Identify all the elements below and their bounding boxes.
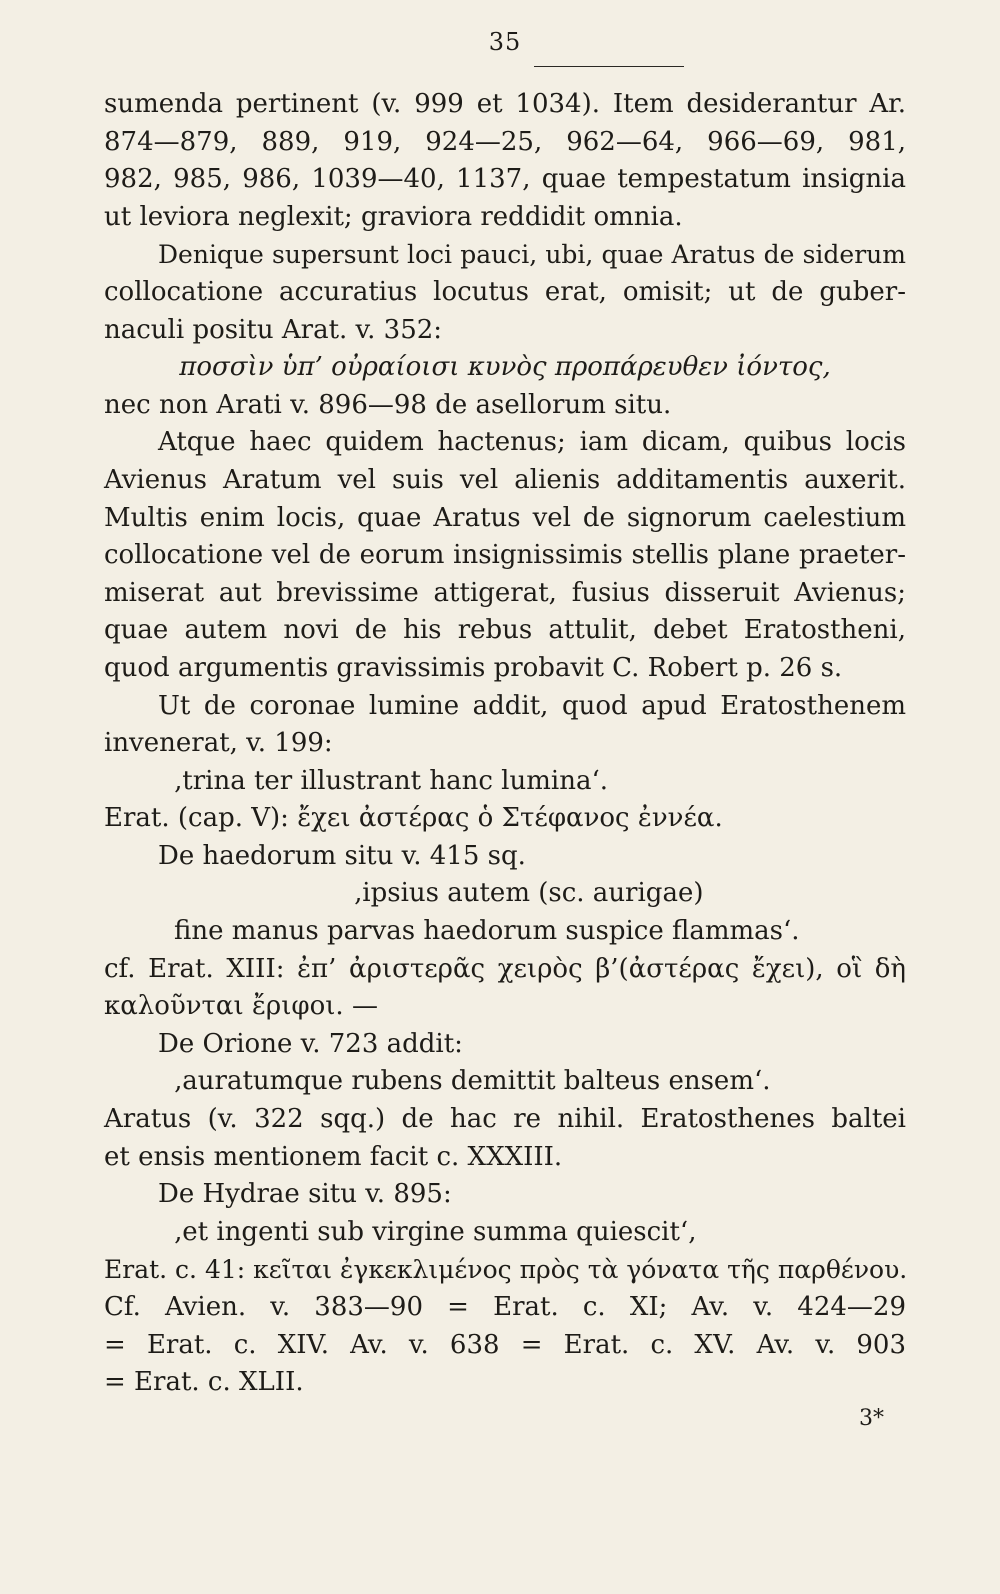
text-line: Aratus (v. 322 sqq.) de hac re nihil. Eratosthenes baltei <box>104 1104 906 1135</box>
text-line: Ut de coronae lumine addit, quod apud Eratosthenem <box>158 690 906 721</box>
text-line: Cf. Avien. v. 383—90 = Erat. c. XI; Av. v. 424—29 <box>104 1292 906 1322</box>
text-body <box>104 86 906 1402</box>
verse-quote: ‚trina ter illustrant hanc lumina‘. <box>174 765 608 796</box>
text-line: quae autem novi de his rebus attulit, debet Eratostheni, <box>104 615 906 646</box>
verse-quote: ‚et ingenti sub virgine summa quiescit‘, <box>174 1216 697 1247</box>
text-line: nec non Arati v. 896—98 de asellorum situ. <box>104 389 672 420</box>
verse-quote: ‚ipsius autem (sc. aurigae) <box>354 878 704 909</box>
signature-mark: 3* <box>859 1405 884 1431</box>
text-line: Erat. (cap. V): ἔχει ἀστέρας ὁ Στέφανος ἐννέα. <box>104 803 723 834</box>
verse-quote: fine manus parvas haedorum suspice flammas‘. <box>174 916 800 947</box>
text-line: quod argumentis gravissimis probavit C. Robert p. 26 s. <box>104 652 843 683</box>
text-line: Avienus Aratum vel suis vel alienis additamentis auxerit. <box>104 464 906 495</box>
text-line: De Hydrae situ v. 895: <box>158 1179 452 1210</box>
text-line: collocatione accuratius locutus erat, omisit; ut de guber- <box>104 276 906 307</box>
page-footer <box>104 1402 906 1442</box>
text-line: Denique supersunt loci pauci, ubi, quae Aratus de siderum <box>158 240 906 270</box>
text-line: = Erat. c. XIV. Av. v. 638 = Erat. c. XV. Av. v. 903 <box>104 1329 906 1360</box>
text-line: 982, 985, 986, 1039—40, 1137, quae tempestatum insignia <box>104 164 906 195</box>
text-line: ut leviora neglexit; graviora reddidit omnia. <box>104 201 683 232</box>
text-line: Multis enim locis, quae Aratus vel de signorum caelestium <box>104 502 906 533</box>
text-line: collocatione vel de eorum insignissimis stellis plane praeter- <box>104 540 906 571</box>
header-rule <box>534 66 684 67</box>
text-line: = Erat. c. XLII. <box>104 1367 304 1398</box>
page-number: 35 <box>488 28 522 56</box>
text-line: καλοῦνται ἔριφοι. — <box>104 991 378 1022</box>
greek-quote: ποσσὶν ὑπ’ οὐραίοισι κυνὸς προπάρευθεν ἰόντος, <box>179 352 831 383</box>
text-line: 874—879, 889, 919, 924—25, 962—64, 966—69, 981, <box>104 126 906 157</box>
text-line: cf. Erat. XIII: ἐπ’ ἀριστερᾶς χειρὸς β’(ἀστέρας ἔχει), οἳ δὴ <box>104 953 906 984</box>
text-line: naculi positu Arat. v. 352: <box>104 314 443 345</box>
text-line: sumenda pertinent (v. 999 et 1034). Item desiderantur Ar. <box>104 89 906 119</box>
text-line: miserat aut brevissime attigerat, fusius disseruit Avienus; <box>104 577 906 608</box>
page-header <box>104 0 906 86</box>
text-line: invenerat, v. 199: <box>104 728 333 759</box>
text-line: Atque haec quidem hactenus; iam dicam, quibus locis <box>158 427 906 458</box>
text-line: De haedorum situ v. 415 sq. <box>158 840 526 871</box>
text-line: De Orione v. 723 addit: <box>158 1028 463 1059</box>
text-line: Erat. c. 41: κεῖται ἐγκεκλιμένος πρὸς τὰ γόνατα τῆς παρθένου. <box>104 1255 908 1285</box>
text-line: et ensis mentionem facit c. XXXIII. <box>104 1141 563 1172</box>
verse-quote: ‚auratumque rubens demittit balteus ensem‘. <box>174 1066 771 1097</box>
